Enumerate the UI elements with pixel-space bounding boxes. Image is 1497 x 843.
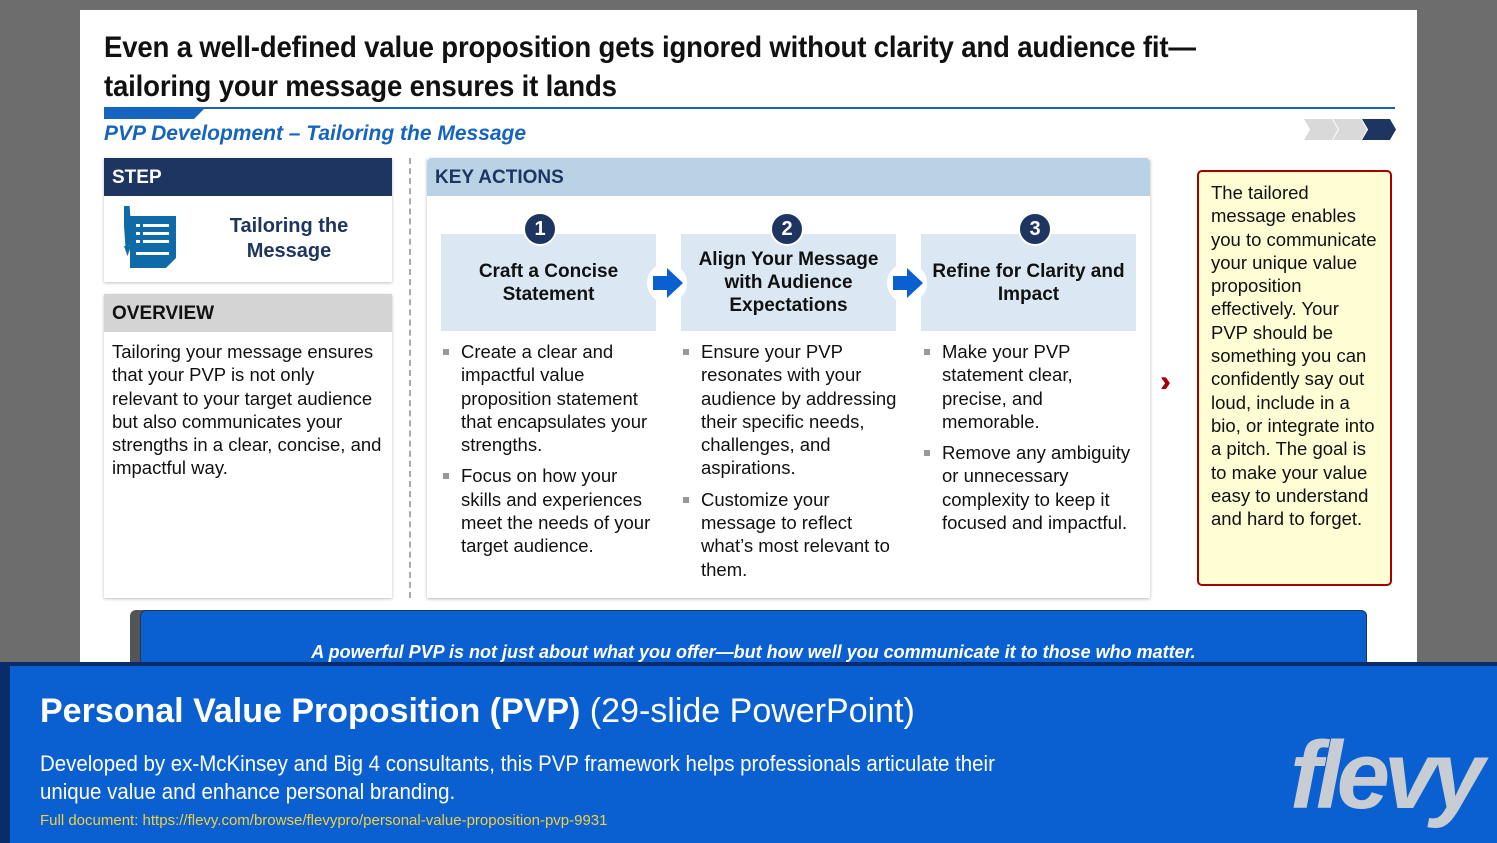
- chevron-step-1: [1304, 119, 1338, 140]
- progress-chevrons: [1304, 119, 1396, 140]
- list-item: Focus on how your skills and experiences meet the needs of your target audience.: [441, 464, 659, 557]
- headline-rule: [104, 107, 1395, 109]
- footer: [0, 662, 1497, 843]
- action-title-3: Refine for Clarity and Impact: [921, 234, 1136, 331]
- action-bullets-2: [681, 340, 899, 589]
- takeaway-banner: [130, 610, 1367, 670]
- step-panel: [104, 158, 392, 282]
- footer-title-rest: (29-slide PowerPoint): [580, 692, 915, 730]
- key-actions-header: KEY ACTIONS: [427, 158, 1150, 196]
- list-item: Ensure your PVP resonates with your audience by addressing their specific needs, challenges, and aspirations.: [681, 340, 899, 480]
- slide-subtitle: PVP Development – Tailoring the Message: [104, 122, 527, 145]
- list-item: Create a clear and impactful value proposition statement that encapsulates your strengths.: [441, 340, 659, 456]
- footer-description: Developed by ex-McKinsey and Big 4 consultants, this PVP framework helps professionals articulate their unique value and enhance personal branding.: [40, 751, 995, 804]
- overview-panel: [104, 294, 392, 598]
- action-bullets-3: [922, 340, 1140, 542]
- slide: [80, 10, 1417, 670]
- action-number-1: 1: [523, 212, 557, 246]
- action-title-2: Align Your Message with Audience Expectations: [681, 234, 896, 331]
- arrow-right-icon: [647, 263, 687, 303]
- step-header: STEP: [104, 158, 392, 196]
- action-bullets-1: [441, 340, 659, 566]
- callout-box: The tailored message enables you to communicate your unique value proposition effectively. Your PVP should be something you can confidently say out loud, include in a bio, or integrate into a pitch. The goal is to make your value easy to understand and hard to forget.: [1197, 170, 1392, 586]
- action-number-3: 3: [1018, 212, 1052, 246]
- footer-link[interactable]: Full document: https://flevy.com/browse/flevypro/personal-value-proposition-pvp-9931: [40, 812, 608, 829]
- overview-text: Tailoring your message ensures that your PVP is not only relevant to your target audience but also communicates your strengths in a clear, concise, and impactful way.: [112, 341, 382, 479]
- overview-header: OVERVIEW: [104, 294, 392, 332]
- key-actions-panel: [427, 158, 1150, 598]
- flevy-logo: flevy: [1290, 722, 1479, 829]
- action-number-2: 2: [770, 212, 804, 246]
- step-name: Tailoring the Message: [229, 215, 349, 262]
- chevron-step-3: [1362, 119, 1396, 140]
- list-item: Customize your message to reflect what’s most relevant to them.: [681, 488, 899, 581]
- slide-headline: Even a well-defined value proposition gets ignored without clarity and audience fit—tailoring your message ensures it lands: [104, 31, 1196, 103]
- footer-title: [40, 692, 915, 731]
- headline-rule-accent: [104, 109, 204, 119]
- document-pen-icon: [124, 206, 178, 270]
- arrow-right-icon: [887, 263, 927, 303]
- double-chevron-icon: ››: [1160, 365, 1162, 398]
- footer-title-bold: Personal Value Proposition (PVP): [40, 692, 581, 730]
- list-item: Remove any ambiguity or unnecessary complexity to keep it focused and impactful.: [922, 441, 1140, 534]
- action-title-1: Craft a Concise Statement: [441, 234, 656, 331]
- takeaway-text: A powerful PVP is not just about what you offer—but how well you communicate it to those who matter.: [311, 642, 1196, 662]
- dashed-divider: [409, 158, 411, 598]
- list-item: Make your PVP statement clear, precise, and memorable.: [922, 340, 1140, 433]
- chevron-step-2: [1333, 119, 1367, 140]
